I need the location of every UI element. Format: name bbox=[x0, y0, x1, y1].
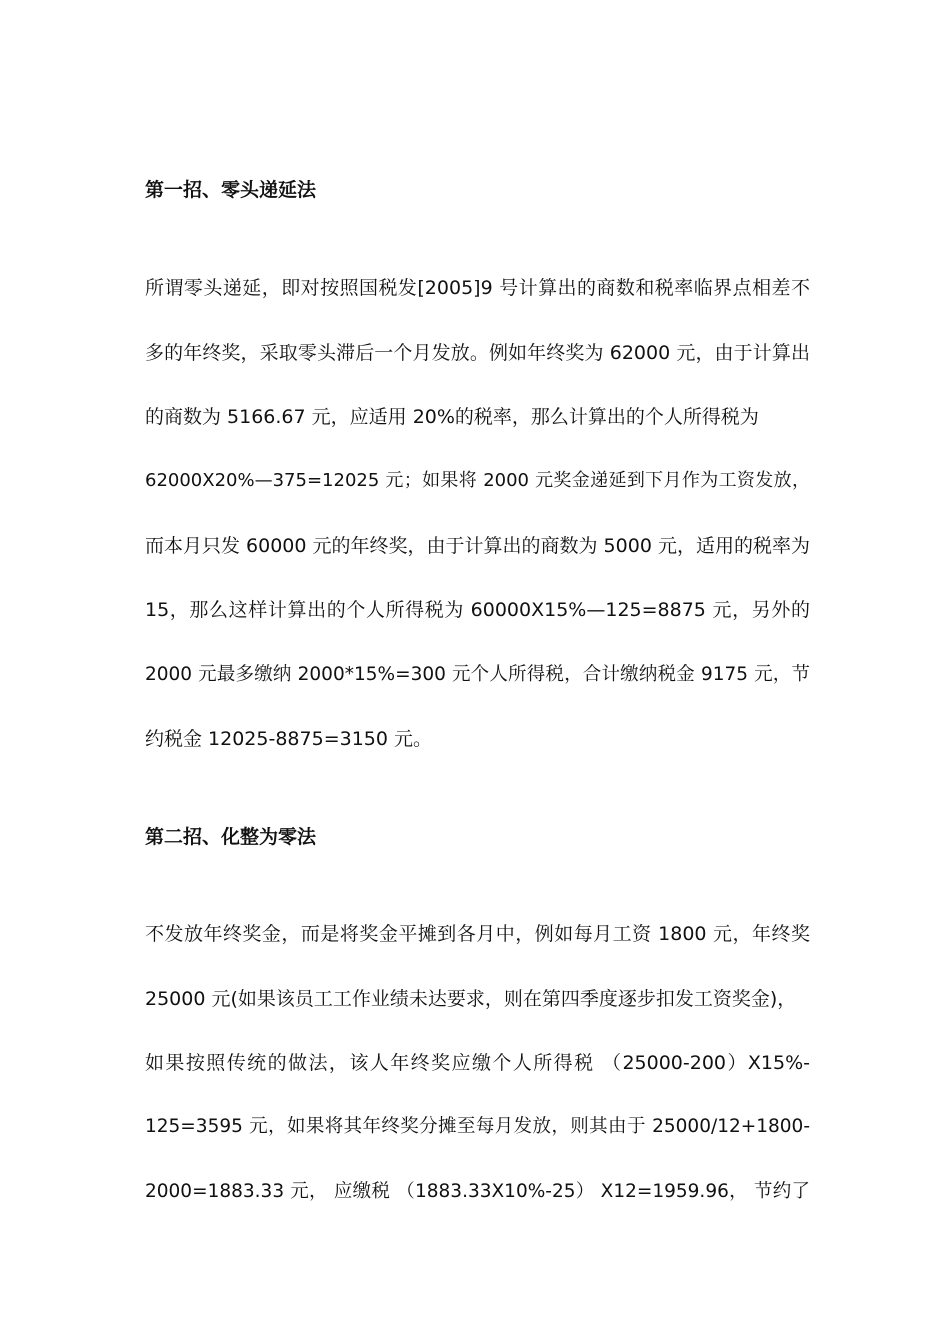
section-1-line: 而本月只发 60000 元的年终奖，由于计算出的商数为 5000 元，适用的税率为 bbox=[145, 535, 810, 557]
section-1-line: 多的年终奖，采取零头滞后一个月发放。例如年终奖为 62000 元，由于计算出 bbox=[145, 342, 810, 364]
section-2-line: 不发放年终奖金，而是将奖金平摊到各月中，例如每月工资 1800 元，年终奖 bbox=[145, 923, 810, 945]
section-1-line: 62000X20%—375=12025 元；如果将 2000 元奖金递延到下月作为工资发放， bbox=[145, 470, 810, 491]
section-2-line: 125=3595 元，如果将其年终奖分摊至每月发放，则其由于 25000/12+1800- bbox=[145, 1116, 810, 1137]
section-1-line: 15，那么这样计算出的个人所得税为 60000X15%—125=8875 元，另外的 bbox=[145, 599, 810, 621]
section-2-line: 2000=1883.33 元， 应缴税 （1883.33X10%-25） X12=1959.96， 节约了 bbox=[145, 1181, 810, 1202]
section-1-line: 所谓零头递延，即对按照国税发[2005]9 号计算出的商数和税率临界点相差不 bbox=[145, 277, 810, 299]
section-2-heading: 第二招、化整为零法 bbox=[145, 826, 317, 848]
section-1-line: 约税金 12025-8875=3150 元。 bbox=[145, 728, 433, 750]
section-2-line: 如果按照传统的做法，该人年终奖应缴个人所得税 （25000-200）X15%- bbox=[145, 1052, 810, 1074]
section-1-line: 2000 元最多缴纳 2000*15%=300 元个人所得税，合计缴纳税金 9175 元，节 bbox=[145, 664, 810, 685]
section-1-heading: 第一招、零头递延法 bbox=[145, 179, 317, 201]
section-2-line: 25000 元(如果该员工工作业绩未达要求，则在第四季度逐步扣发工资奖金)， bbox=[145, 988, 797, 1010]
section-1-line: 的商数为 5166.67 元，应适用 20%的税率，那么计算出的个人所得税为 bbox=[145, 406, 759, 428]
